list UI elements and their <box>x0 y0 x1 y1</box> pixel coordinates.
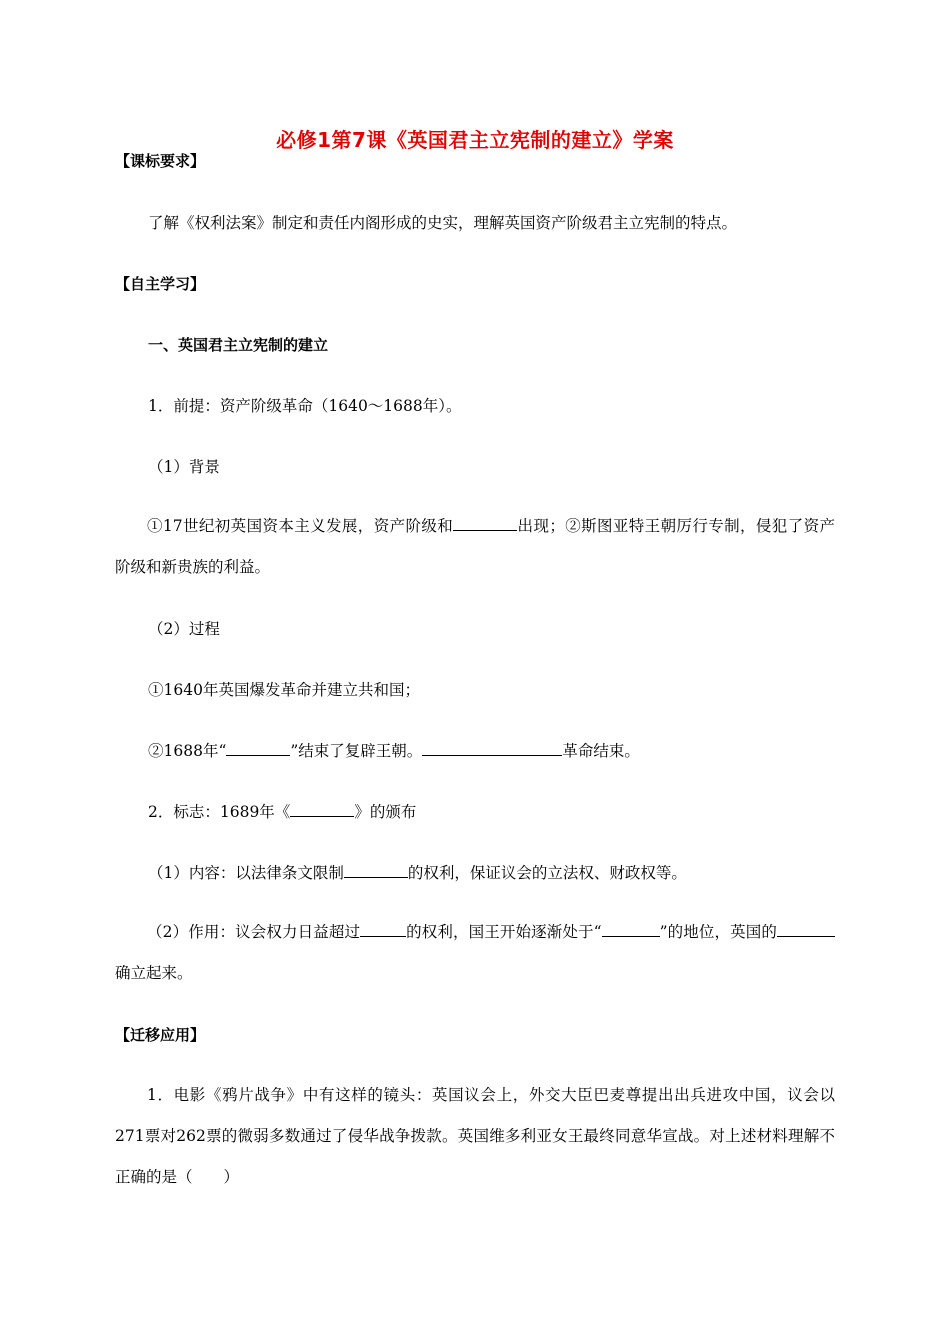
kebiao-text: 了解《权利法案》制定和责任内阁形成的史实，理解英国资产阶级君主立宪制的特点。 <box>148 214 738 232</box>
fill-blank[interactable] <box>360 922 406 937</box>
item-2-2 <box>115 912 835 994</box>
fill-blank[interactable] <box>777 922 835 937</box>
process-2-text-c: 革命结束。 <box>562 742 640 760</box>
fill-blank[interactable] <box>226 741 290 756</box>
fill-blank[interactable] <box>422 741 562 756</box>
part-heading-1: 一、英国君主立宪制的建立 <box>148 336 329 354</box>
section-heading-zizhu: 【自主学习】 <box>115 275 206 293</box>
background-paragraph <box>115 506 835 588</box>
fill-blank[interactable] <box>453 516 517 531</box>
item-2-text-b: 》的颁布 <box>354 803 417 821</box>
fill-blank[interactable] <box>344 863 408 878</box>
question-1: 1．电影《鸦片战争》中有这样的镜头：英国议会上，外交大臣巴麦尊提出出兵进攻中国，议会以271票对262票的微弱多数通过了侵华战争拨款。英国维多利亚女王最终同意华宣战。对上述材料理解不正确的是（ ） <box>115 1086 835 1186</box>
fill-blank[interactable] <box>290 802 354 817</box>
process-2 <box>148 736 868 766</box>
item-2-2-text-b: 的权利，国王开始逐渐处于“ <box>406 923 602 941</box>
item-2-1-text-b: 的权利，保证议会的立法权、财政权等。 <box>407 864 687 882</box>
item-2-2-text-d: 确立起来。 <box>115 964 193 982</box>
item-2 <box>148 797 868 827</box>
item-2-1 <box>148 858 868 888</box>
item-2-text-a: 2．标志：1689年《 <box>148 803 291 821</box>
document-title: 必修1第7课《英国君主立宪制的建立》学案 <box>276 128 674 152</box>
process-1: ①1640年英国爆发革命并建立共和国； <box>148 681 420 699</box>
process-2-text-b: ”结束了复辟王朝。 <box>290 742 423 760</box>
item-1-1: （1）背景 <box>148 458 220 476</box>
background-text-a: ①17世纪初英国资本主义发展，资产阶级和 <box>147 517 454 535</box>
item-2-2-text-c: ”的地位，英国的 <box>659 923 777 941</box>
section-heading-qianyi: 【迁移应用】 <box>115 1026 206 1044</box>
item-1: 1．前提：资产阶级革命（1640～1688年）。 <box>148 397 462 415</box>
item-1-2: （2）过程 <box>148 620 220 638</box>
item-2-2-text-a: （2）作用：议会权力日益超过 <box>147 923 361 941</box>
section-heading-kebiao: 【课标要求】 <box>115 152 206 170</box>
fill-blank[interactable] <box>602 922 660 937</box>
item-2-1-text-a: （1）内容：以法律条文限制 <box>148 864 344 882</box>
process-2-text-a: ②1688年“ <box>148 742 227 760</box>
background-text-b: 出现；②斯图亚特王朝厉行专制，侵犯了资产阶级和新贵族的利益。 <box>115 517 835 576</box>
